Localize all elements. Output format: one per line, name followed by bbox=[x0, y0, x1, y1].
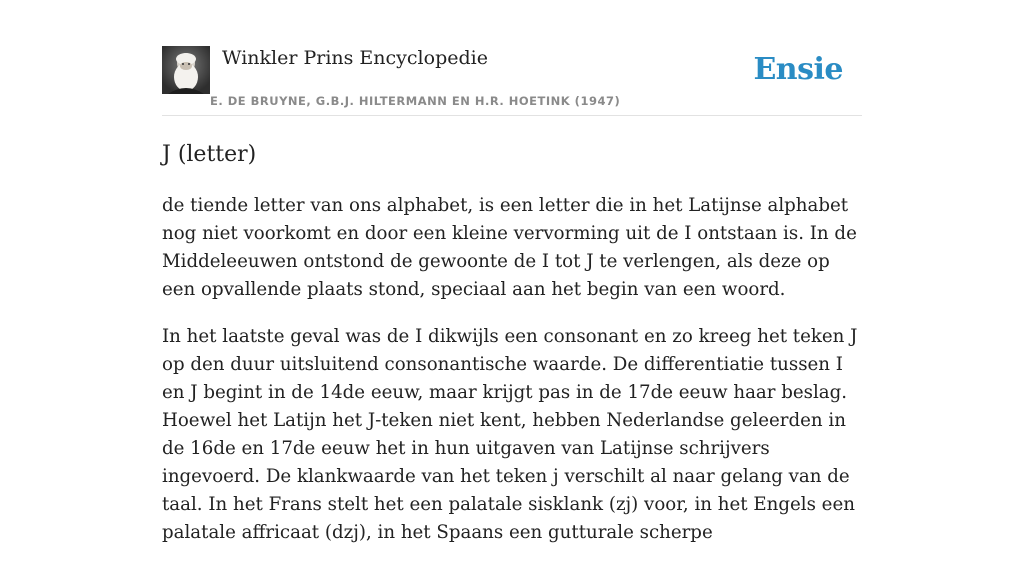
publication-title[interactable]: Winkler Prins Encyclopedie bbox=[222, 47, 488, 69]
authors-byline: E. DE BRUYNE, G.B.J. HILTERMANN EN H.R. HOETINK (1947) bbox=[210, 94, 621, 108]
header-divider bbox=[162, 115, 862, 116]
article-body bbox=[162, 192, 866, 566]
article-paragraph: In het laatste geval was de I dikwijls een consonant en zo kreeg het teken J op den duur uitsluitend consonantische waarde. De differentiatie tussen I en J begint in de 14de eeuw, maar krijgt pas in de 17de eeuw haar beslag. Hoewel het Latijn het J-teken niet kent, hebben Nederlandse geleerden in de 16de en 17de eeuw het in hun uitgaven van Latijnse schrijvers ingevoerd. De klankwaarde van het teken j verschilt al naar gelang van de taal. In het Frans stelt het een palatale sisklank (zj) voor, in het Engels een palatale affricaat (dzj), in het Spaans een gutturale scherpe bbox=[162, 326, 858, 543]
article-paragraph: de tiende letter van ons alphabet, is een letter die in het Latijnse alphabet nog niet voorkomt en door een kleine vervorming uit de I ontstaan is. In de Middeleeuwen ontstond de gewoonte de I tot J te verlengen, als deze op een opvallende plaats stond, speciaal aan het begin van een woord. bbox=[162, 195, 857, 300]
entry-title: J (letter) bbox=[162, 142, 257, 167]
author-avatar[interactable] bbox=[162, 46, 210, 94]
portrait-avatar-icon bbox=[162, 46, 210, 94]
ensie-logo-link[interactable]: Ensie bbox=[753, 52, 843, 87]
